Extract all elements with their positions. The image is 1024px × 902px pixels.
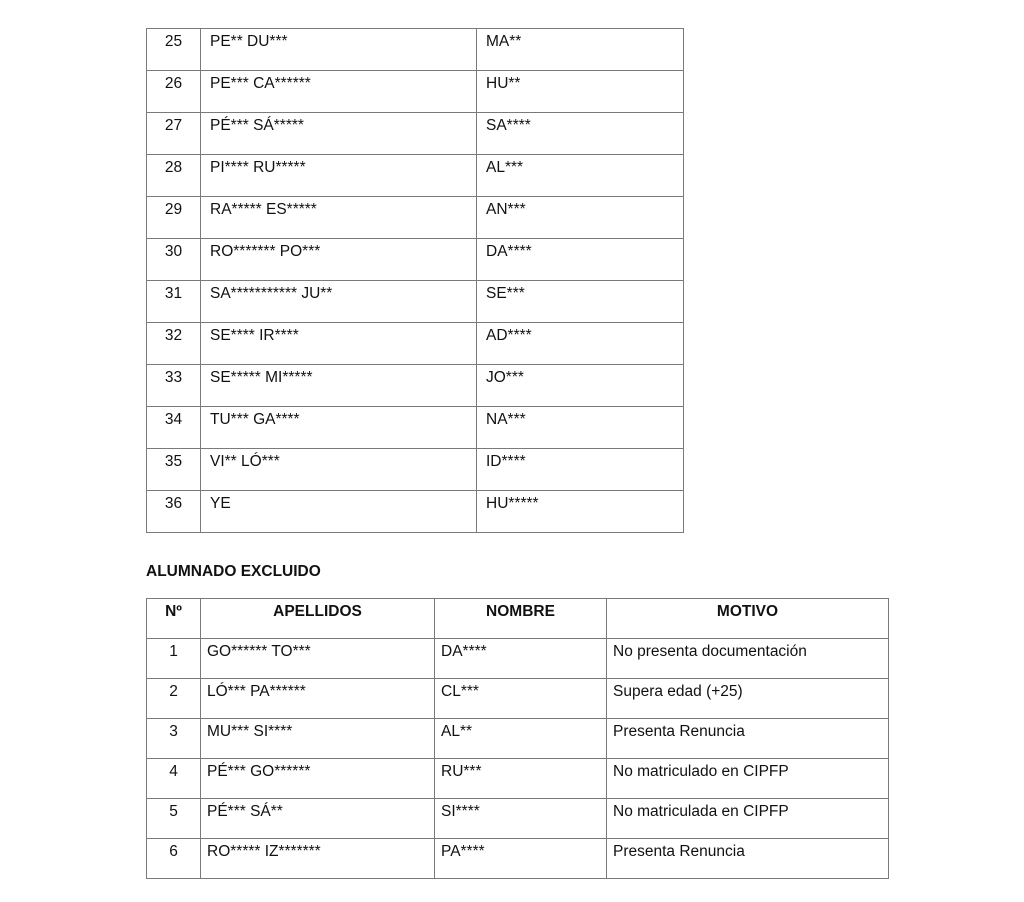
table-row [147, 839, 889, 879]
nombre-cell: PA**** [435, 839, 607, 879]
apellidos-cell: YE [201, 491, 477, 533]
row-number: 2 [147, 679, 201, 719]
table-row [147, 449, 684, 491]
apellidos-cell: PÉ*** GO****** [201, 759, 435, 799]
apellidos-cell: PÉ*** SÁ***** [201, 113, 477, 155]
motivo-cell: Presenta Renuncia [607, 719, 889, 759]
table-row [147, 365, 684, 407]
apellidos-cell: PE** DU*** [201, 29, 477, 71]
table-row [147, 799, 889, 839]
nombre-cell: MA** [477, 29, 684, 71]
table-row [147, 239, 684, 281]
row-number: 33 [147, 365, 201, 407]
row-number: 1 [147, 639, 201, 679]
apellidos-cell: TU*** GA**** [201, 407, 477, 449]
apellidos-cell: MU*** SI**** [201, 719, 435, 759]
row-number: 30 [147, 239, 201, 281]
motivo-cell: No matriculada en CIPFP [607, 799, 889, 839]
nombre-cell: HU** [477, 71, 684, 113]
row-number: 29 [147, 197, 201, 239]
table-header-row [147, 599, 889, 639]
nombre-cell: DA**** [477, 239, 684, 281]
apellidos-cell: RO******* PO*** [201, 239, 477, 281]
row-number: 27 [147, 113, 201, 155]
row-number: 26 [147, 71, 201, 113]
nombre-cell: SI**** [435, 799, 607, 839]
apellidos-cell: RA***** ES***** [201, 197, 477, 239]
row-number: 5 [147, 799, 201, 839]
nombre-cell: SA**** [477, 113, 684, 155]
row-number: 31 [147, 281, 201, 323]
header-motivo: MOTIVO [607, 599, 889, 639]
table-row [147, 719, 889, 759]
row-number: 35 [147, 449, 201, 491]
row-number: 32 [147, 323, 201, 365]
nombre-cell: DA**** [435, 639, 607, 679]
apellidos-cell: SA*********** JU** [201, 281, 477, 323]
nombre-cell: AL** [435, 719, 607, 759]
table-row [147, 407, 684, 449]
motivo-cell: No presenta documentación [607, 639, 889, 679]
nombre-cell: ID**** [477, 449, 684, 491]
apellidos-cell: LÓ*** PA****** [201, 679, 435, 719]
table-row [147, 323, 684, 365]
apellidos-cell: PÉ*** SÁ** [201, 799, 435, 839]
table-row [147, 29, 684, 71]
nombre-cell: AN*** [477, 197, 684, 239]
nombre-cell: SE*** [477, 281, 684, 323]
nombre-cell: CL*** [435, 679, 607, 719]
row-number: 3 [147, 719, 201, 759]
apellidos-cell: PI**** RU***** [201, 155, 477, 197]
apellidos-cell: RO***** IZ******* [201, 839, 435, 879]
table-row [147, 113, 684, 155]
apellidos-cell: SE**** IR**** [201, 323, 477, 365]
table-row [147, 639, 889, 679]
row-number: 6 [147, 839, 201, 879]
row-number: 28 [147, 155, 201, 197]
motivo-cell: No matriculado en CIPFP [607, 759, 889, 799]
table-row [147, 71, 684, 113]
motivo-cell: Presenta Renuncia [607, 839, 889, 879]
excluded-section-title: ALUMNADO EXCLUIDO [146, 563, 321, 580]
nombre-cell: JO*** [477, 365, 684, 407]
row-number: 36 [147, 491, 201, 533]
nombre-cell: RU*** [435, 759, 607, 799]
table-row [147, 759, 889, 799]
motivo-cell: Supera edad (+25) [607, 679, 889, 719]
nombre-cell: HU***** [477, 491, 684, 533]
header-nombre: NOMBRE [435, 599, 607, 639]
row-number: 34 [147, 407, 201, 449]
nombre-cell: AD**** [477, 323, 684, 365]
table-row [147, 155, 684, 197]
row-number: 25 [147, 29, 201, 71]
table-row [147, 491, 684, 533]
apellidos-cell: VI** LÓ*** [201, 449, 477, 491]
table-row [147, 679, 889, 719]
apellidos-cell: GO****** TO*** [201, 639, 435, 679]
nombre-cell: NA*** [477, 407, 684, 449]
apellidos-cell: SE***** MI***** [201, 365, 477, 407]
excluded-students-table [146, 598, 889, 879]
table-row [147, 281, 684, 323]
row-number: 4 [147, 759, 201, 799]
header-num: Nº [147, 599, 201, 639]
apellidos-cell: PE*** CA****** [201, 71, 477, 113]
admitted-students-table [146, 28, 684, 533]
header-apellidos: APELLIDOS [201, 599, 435, 639]
nombre-cell: AL*** [477, 155, 684, 197]
table-row [147, 197, 684, 239]
